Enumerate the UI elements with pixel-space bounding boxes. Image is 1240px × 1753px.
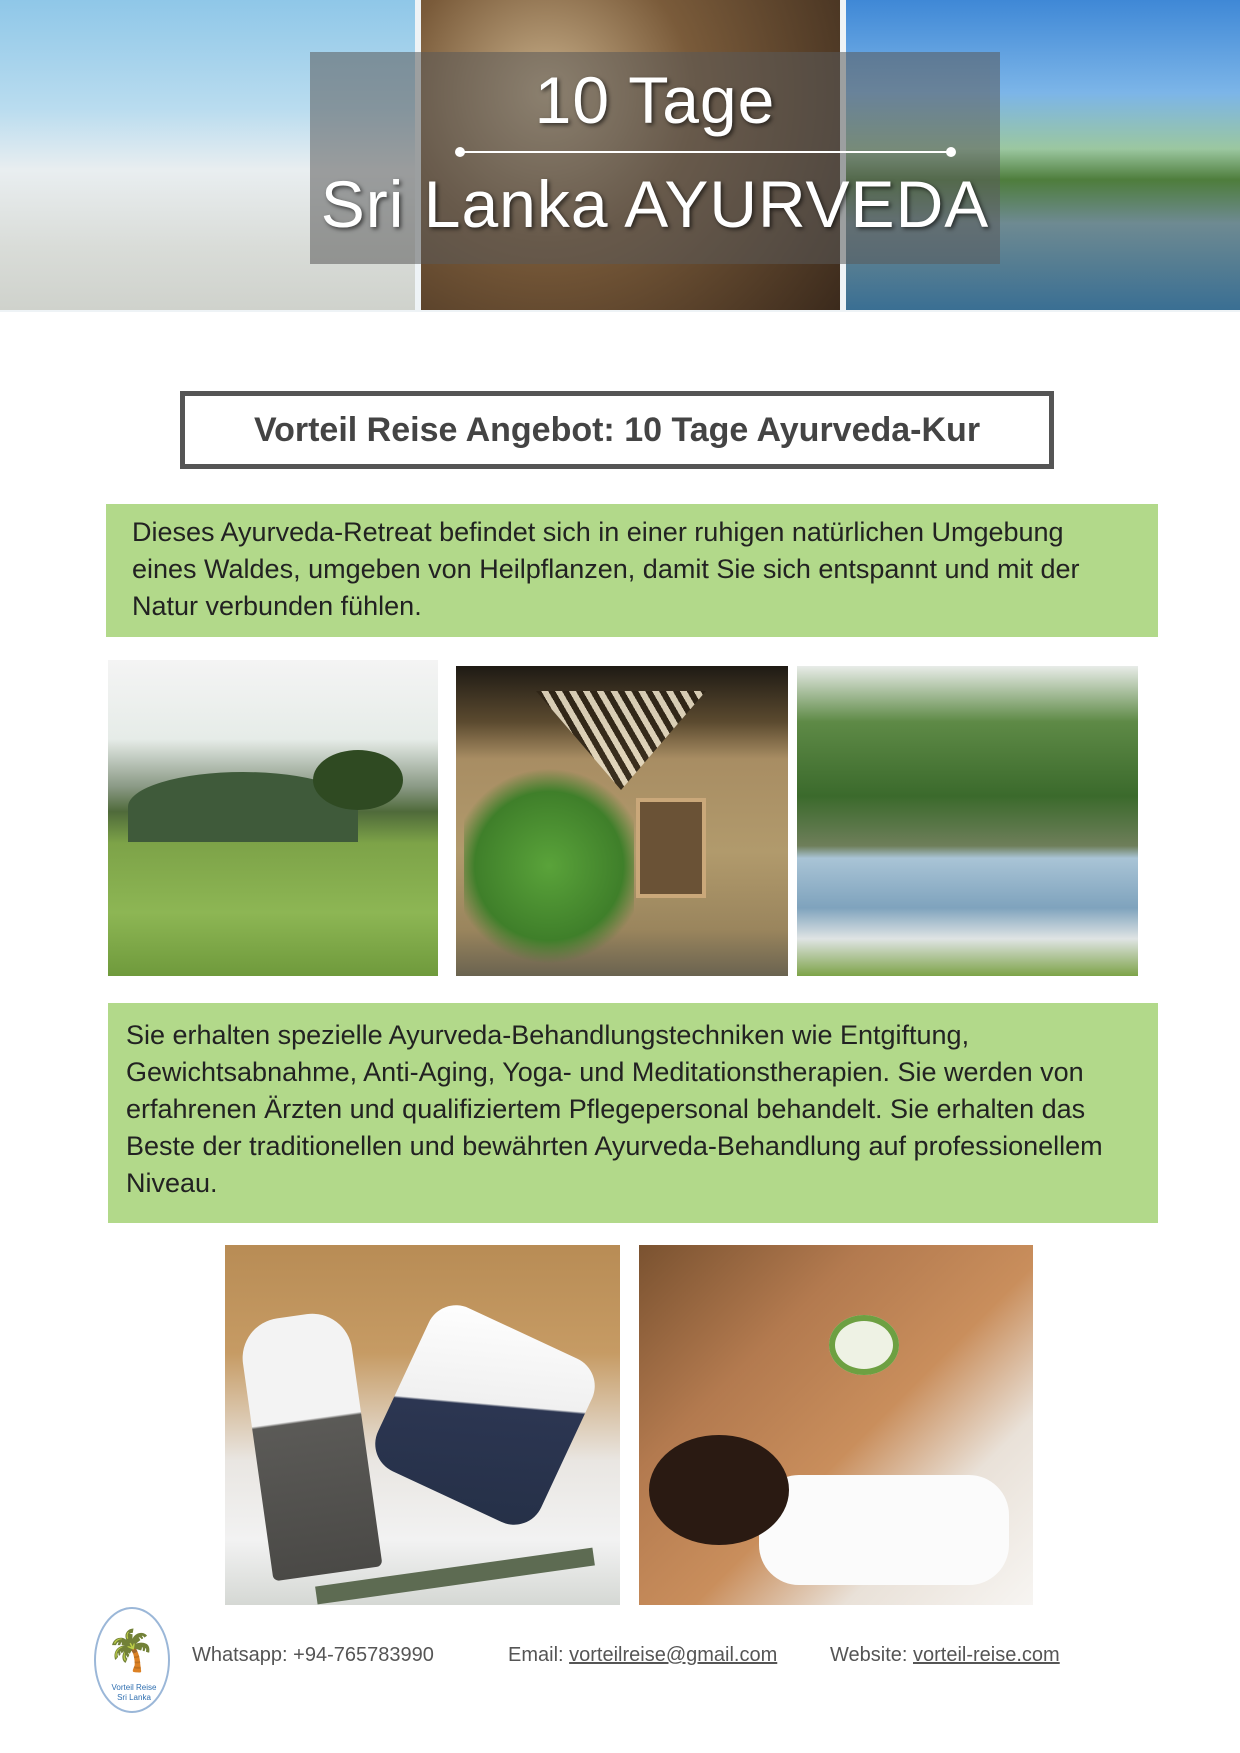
banner-divider — [460, 151, 950, 153]
banner-title-line2: Sri Lanka AYURVEDA — [320, 167, 990, 241]
intro-text: Dieses Ayurveda-Retreat befindet sich in einer ruhigen natürlichen Umgebung eines Waldes, umgeben von Heilpflanzen, damit Sie sich entspannt und mit der Natur verbunden fühlen. — [132, 517, 1080, 621]
plant-shape — [464, 761, 634, 971]
instructor-shape — [237, 1309, 382, 1582]
website-contact — [830, 1644, 1060, 1667]
logo-text-line1: Vorteil Reise — [111, 1683, 157, 1692]
website-link[interactable]: vorteil-reise.com — [913, 1644, 1060, 1666]
herbal-pouch-shape — [829, 1315, 899, 1375]
divider-dot-left — [455, 147, 465, 157]
email-link[interactable]: vorteilreise@gmail.com — [569, 1644, 778, 1666]
pool-photo — [797, 666, 1138, 976]
logo-circle — [94, 1607, 170, 1713]
mud-house-photo — [456, 666, 788, 976]
tree-shape — [313, 750, 403, 810]
logo-text-line2: Sri Lanka — [117, 1693, 151, 1702]
massage-photo — [639, 1245, 1033, 1605]
landscape-photo — [108, 660, 438, 976]
window-shape — [636, 798, 706, 898]
intro-panel — [106, 504, 1158, 637]
email-label: Email: — [508, 1644, 570, 1666]
treatment-text: Sie erhalten spezielle Ayurveda-Behandlungstechniken wie Entgiftung, Gewichtsabnahme, Anti-Aging, Yoga- und Meditationstherapien. Sie werden von erfahrenen Ärzten und qualifiziertem Pflegepersonal behandelt. Sie erhalten das Beste der traditionellen und bewährten Ayurveda-Behandlung auf professionellem Niveau. — [126, 1020, 1103, 1198]
offer-heading-box — [180, 391, 1054, 469]
email-contact — [508, 1644, 777, 1667]
offer-heading: Vorteil Reise Angebot: 10 Tage Ayurveda-Kur — [253, 410, 981, 449]
whatsapp-contact: Whatsapp: +94-765783990 — [192, 1644, 434, 1666]
treatment-panel — [108, 1003, 1158, 1223]
palm-tree-icon: 🌴 — [106, 1628, 156, 1674]
hair-shape — [649, 1435, 789, 1545]
student-shape — [365, 1295, 604, 1534]
towel-shape — [759, 1475, 1009, 1585]
banner-title-line1: 10 Tage — [534, 63, 776, 137]
divider-dot-right — [946, 147, 956, 157]
website-label: Website: — [830, 1644, 913, 1666]
yoga-photo — [225, 1245, 620, 1605]
company-logo — [94, 1607, 170, 1715]
